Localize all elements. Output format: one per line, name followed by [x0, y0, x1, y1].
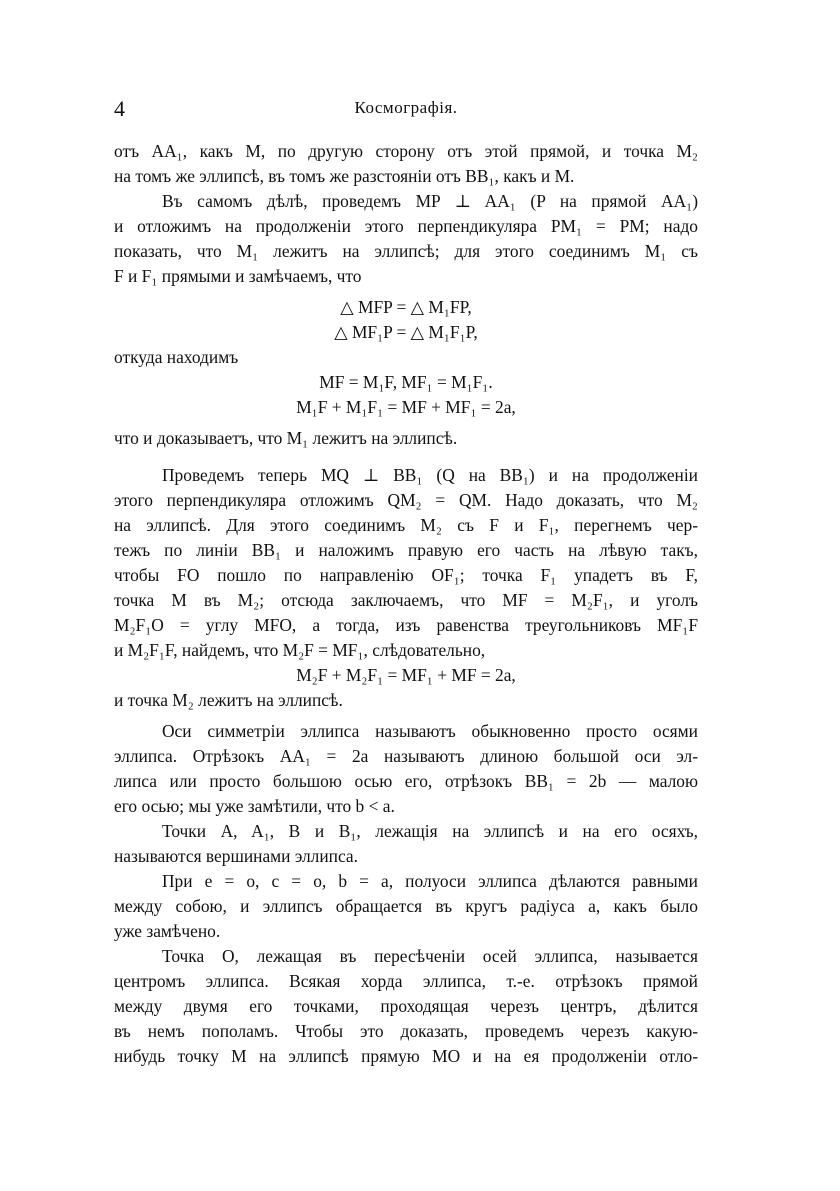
text-line: M₂F₁O = углу MFO, а тогда, изъ равенства треугольниковъ MF₁F	[114, 615, 698, 635]
text-line: нибудь точку M на эллипсѣ прямую MO и на ея продолженіи отло-	[114, 1046, 698, 1066]
page-body	[114, 139, 698, 1069]
text-line: тежъ по линіи BB₁ и наложимъ правую его часть на лѣвую такъ,	[114, 540, 698, 560]
text-line: и точка M₂ лежитъ на эллипсѣ.	[114, 690, 343, 710]
text-line: липса или просто большою осью его, отрѣзокъ BB₁ = 2b — малою	[114, 771, 698, 791]
text-line: его осью; мы уже замѣтили, что b < a.	[114, 796, 395, 816]
text-line: и M₂F₁F, найдемъ, что M₂F = MF₁, слѣдовательно,	[114, 640, 486, 660]
formula-line: M₁F + M₁F₁ = MF + MF₁ = 2a,	[296, 397, 516, 417]
formula-line: △ MF₁P = △ M₁F₁P,	[334, 322, 478, 342]
text-line: на эллипсѣ. Для этого соединимъ M₂ съ F и F₁, перегнемъ чер-	[114, 515, 698, 535]
text-line: F и F₁ прямыми и замѣчаемъ, что	[114, 266, 362, 286]
formula-line: M₂F + M₂F₁ = MF₁ + MF = 2a,	[296, 665, 516, 685]
text-line: откуда находимъ	[114, 347, 239, 367]
text-line: точка M въ M₂; отсюда заключаемъ, что MF = M₂F₁, и уголъ	[114, 590, 698, 610]
text-line: между двумя его точками, проходящая черезъ центръ, дѣлится	[114, 996, 698, 1016]
text-line: Точки A, A₁, B и B₁, лежащія на эллипсѣ и на его осяхъ,	[162, 821, 698, 841]
text-line: въ немъ пополамъ. Чтобы это доказать, проведемъ черезъ какую-	[114, 1021, 698, 1041]
running-title: Космографія.	[354, 98, 458, 117]
formula-line: MF = M₁F, MF₁ = M₁F₁.	[319, 372, 493, 392]
page-number: 4	[114, 96, 125, 121]
text-line: на томъ же эллипсѣ, въ томъ же разстояніи отъ BB₁, какъ и M.	[114, 166, 575, 186]
text-line: этого перпендикуляра отложимъ QM₂ = QM. Надо доказать, что M₂	[114, 490, 698, 510]
text-line: и отложимъ на продолженіи этого перпендикуляра PM₁ = PM; надо	[114, 216, 698, 236]
formula-line: △ MFP = △ M₁FP,	[340, 297, 472, 317]
text-line: центромъ эллипса. Всякая хорда эллипса, т.-е. отрѣзокъ прямой	[114, 971, 698, 991]
text-line: показать, что M₁ лежитъ на эллипсѣ; для этого соединимъ M₁ съ	[114, 241, 698, 261]
text-line: Проведемъ теперь MQ ⊥ BB₁ (Q на BB₁) и на продолженіи	[162, 465, 698, 485]
text-line: эллипса. Отрѣзокъ AA₁ = 2a называютъ длиною большой оси эл-	[114, 746, 698, 766]
text-line: Точка O, лежащая въ пересѣченіи осей эллипса, называется	[162, 946, 698, 966]
text-line: уже замѣчено.	[114, 921, 221, 941]
text-line: отъ AA₁, какъ M, по другую сторону отъ этой прямой, и точка M₂	[114, 141, 698, 161]
text-line: что и доказываетъ, что M₁ лежитъ на эллипсѣ.	[114, 428, 458, 448]
text-line: между собою, и эллипсъ обращается въ кругъ радіуса a, какъ было	[114, 896, 698, 916]
text-line: Въ самомъ дѣлѣ, проведемъ MP ⊥ AA₁ (P на прямой AA₁)	[162, 191, 698, 211]
text-line: чтобы FO пошло по направленію OF₁; точка F₁ упадетъ въ F,	[114, 565, 698, 585]
text-line: называются вершинами эллипса.	[114, 846, 358, 866]
text-line: Оси симметріи эллипса называютъ обыкновенно просто осями	[162, 721, 698, 741]
page-header	[114, 96, 698, 120]
text-line: При e = o, c = o, b = a, полуоси эллипса дѣлаются равными	[162, 871, 698, 891]
